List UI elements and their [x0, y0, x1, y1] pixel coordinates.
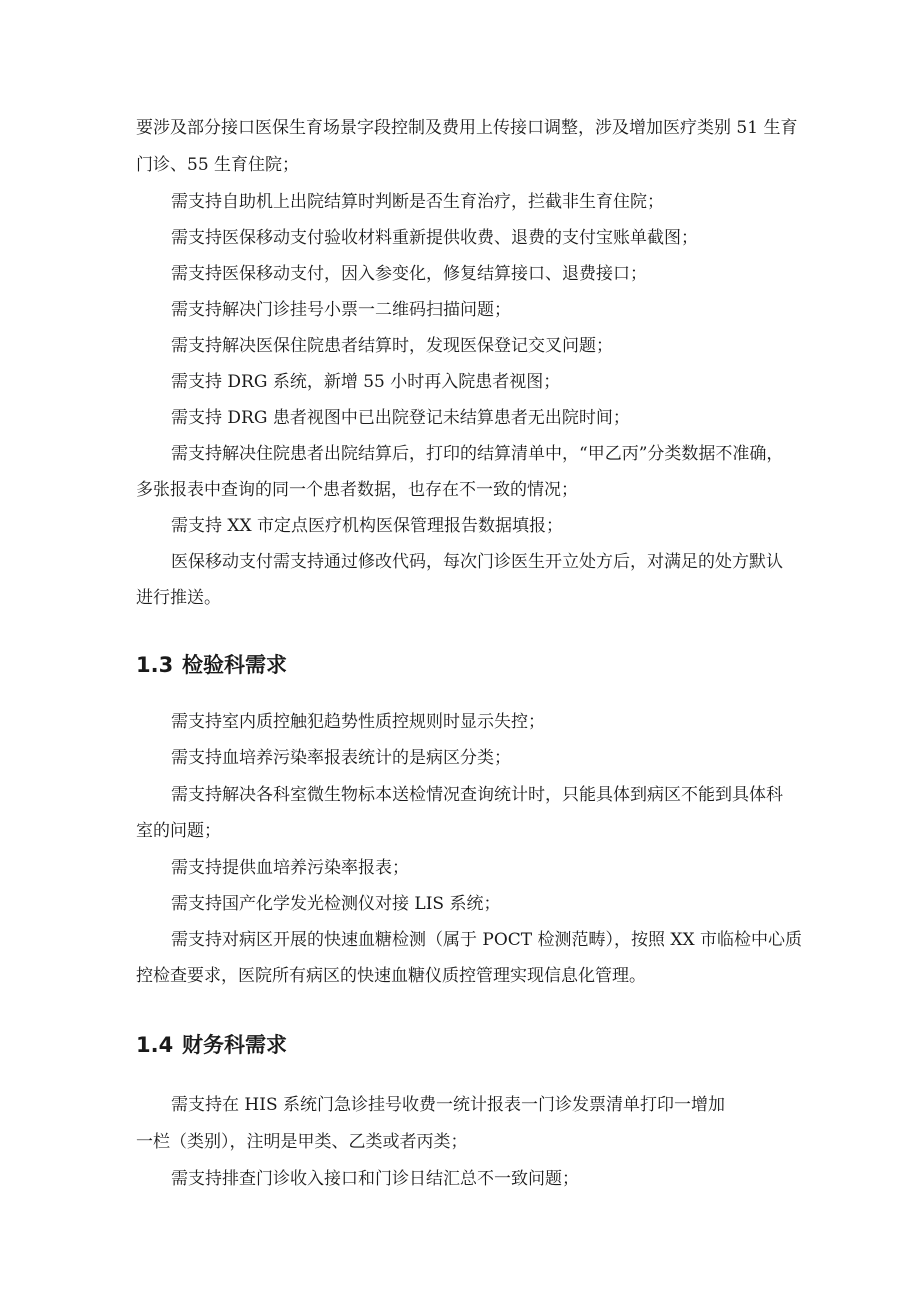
paragraph-line: 需支持提供血培养污染率报表；	[171, 858, 409, 878]
paragraph-line: 门诊、55 生育住院；	[136, 155, 300, 175]
paragraph-line: 多张报表中查询的同一个患者数据，也存在不一致的情况；	[136, 480, 578, 500]
paragraph-line: 需支持自助机上出院结算时判断是否生育治疗，拦截非生育住院；	[171, 192, 664, 212]
section-heading-1-4	[136, 1030, 287, 1060]
paragraph-line: 需支持解决门诊挂号小票一二维码扫描问题；	[171, 300, 511, 320]
paragraph-line: 医保移动支付需支持通过修改代码，每次门诊医生开立处方后，对满足的处方默认	[171, 552, 783, 572]
paragraph-line: 需支持血培养污染率报表统计的是病区分类；	[171, 748, 511, 768]
paragraph-line: 一栏（类别），注明是甲类、乙类或者丙类；	[136, 1132, 468, 1152]
paragraph-line: 需支持 DRG 患者视图中已出院登记未结算患者无出院时间；	[171, 408, 630, 428]
section-title: 检验科需求	[182, 653, 287, 677]
paragraph-line: 需支持医保移动支付验收材料重新提供收费、退费的支付宝账单截图；	[171, 228, 698, 248]
section-number: 1.3	[136, 653, 174, 677]
paragraph-line: 控检查要求，医院所有病区的快速血糖仪质控管理实现信息化管理。	[136, 966, 646, 986]
paragraph-line: 需支持解决住院患者出院结算后，打印的结算清单中，“甲乙丙”分类数据不准确，	[171, 444, 784, 464]
paragraph-line: 需支持对病区开展的快速血糖检测（属于 POCT 检测范畴），按照 XX 市临检中心质	[171, 930, 803, 950]
paragraph-line: 需支持解决各科室微生物标本送检情况查询统计时，只能具体到病区不能到具体科	[171, 785, 783, 805]
section-title: 财务科需求	[182, 1033, 287, 1057]
paragraph-line: 需支持解决医保住院患者结算时，发现医保登记交叉问题；	[171, 336, 613, 356]
paragraph-line: 需支持室内质控触犯趋势性质控规则时显示失控；	[171, 712, 545, 732]
section-number: 1.4	[136, 1033, 174, 1057]
paragraph-line: 需支持 XX 市定点医疗机构医保管理报告数据填报；	[171, 516, 564, 536]
paragraph-line: 室的问题；	[136, 821, 221, 841]
paragraph-line: 需支持在 HIS 系统门急诊挂号收费一统计报表一门诊发票清单打印一增加	[171, 1095, 725, 1115]
paragraph-line: 需支持国产化学发光检测仪对接 LIS 系统；	[171, 894, 501, 914]
paragraph-line: 需支持 DRG 系统，新增 55 小时再入院患者视图；	[171, 372, 561, 392]
paragraph-line: 需支持排查门诊收入接口和门诊日结汇总不一致问题；	[171, 1169, 579, 1189]
paragraph-line: 要涉及部分接口医保生育场景字段控制及费用上传接口调整，涉及增加医疗类别 51 生育	[136, 118, 798, 138]
section-heading-1-3	[136, 650, 287, 680]
paragraph-line: 进行推送。	[136, 588, 221, 608]
paragraph-line: 需支持医保移动支付，因入参变化，修复结算接口、退费接口；	[171, 264, 647, 284]
